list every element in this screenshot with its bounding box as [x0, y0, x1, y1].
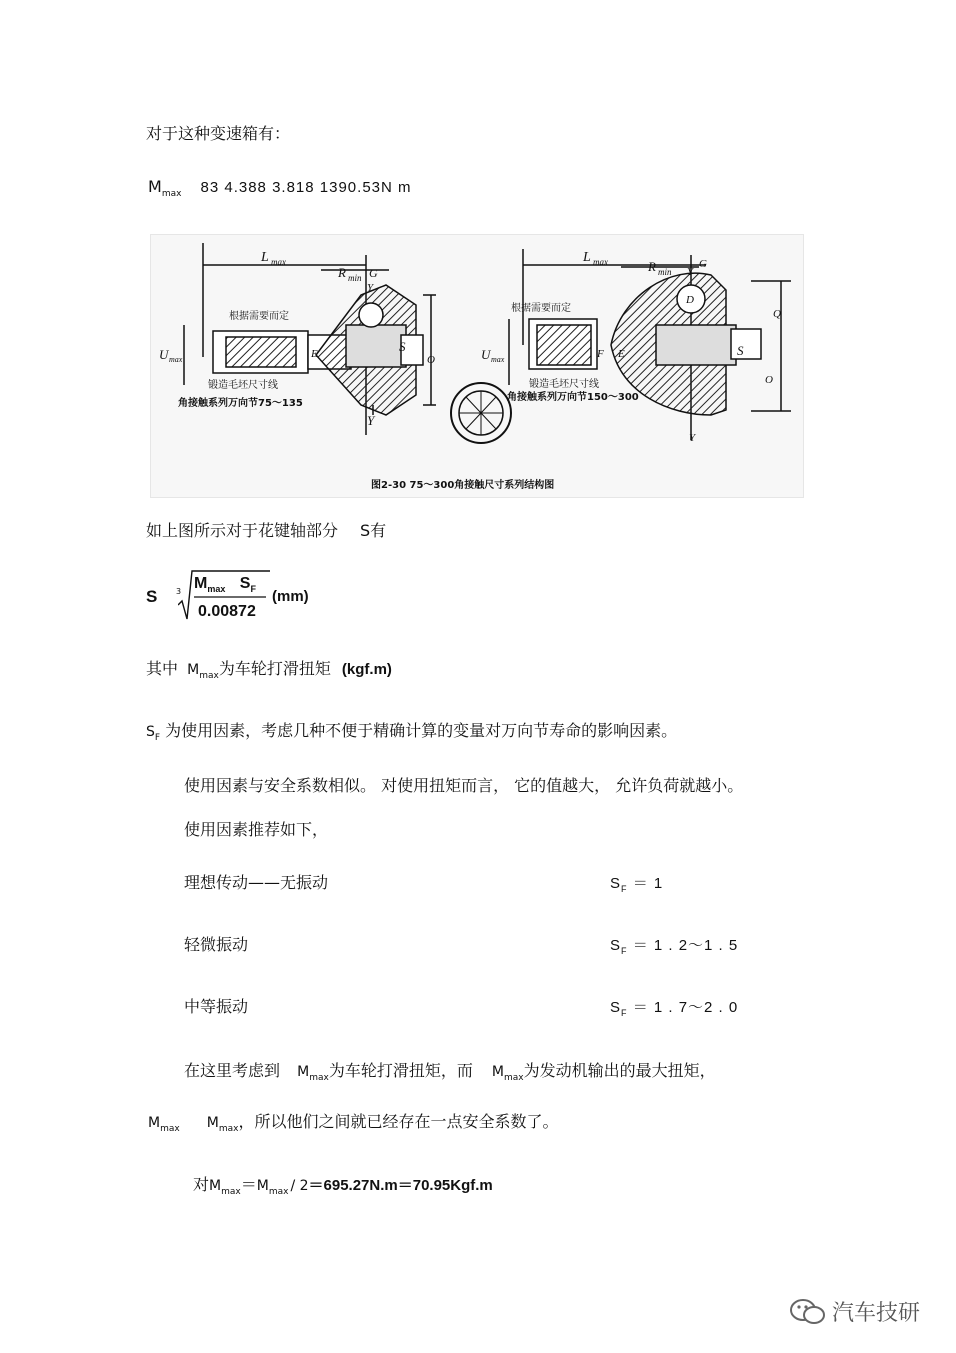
safety-sub2: max: [218, 1124, 239, 1134]
left-e-label: E: [311, 348, 318, 360]
left-g-label: G: [369, 266, 378, 280]
factor-sub-3: F: [621, 1008, 628, 1018]
left-s-label: S: [399, 339, 406, 354]
consider-post: 为发动机输出的最大扭矩，: [523, 1061, 716, 1080]
factor-s-1: S: [610, 875, 622, 892]
factor-value-2: [610, 936, 738, 957]
left-series-label: 角接触系列万向节75～135: [178, 398, 303, 409]
factor-s-2: S: [610, 937, 622, 954]
left-umax-sub: max: [169, 355, 183, 364]
right-lmax-sub: max: [593, 257, 608, 267]
torque-formula: [148, 177, 412, 200]
num-max-sub: max: [207, 584, 226, 594]
sf-text: 为使用因素，考虑几种不便于精确计算的变量对万向节寿命的影响因素。: [165, 721, 678, 740]
right-rmin-sub: min: [658, 267, 672, 277]
result-div: / 2: [290, 1178, 309, 1194]
result-sub2: max: [268, 1187, 289, 1197]
right-e-label: E: [618, 348, 625, 360]
num-sf-sub: F: [250, 584, 256, 594]
right-s-label: S: [737, 343, 744, 358]
sf-s: S: [146, 724, 155, 740]
factor-sub-1: F: [621, 884, 628, 894]
consider-sub2: max: [504, 1073, 524, 1083]
joint-structure-figure: [150, 234, 804, 498]
left-note-1: 根据需要而定: [229, 311, 289, 322]
result-value: ＝695.27N.m＝70.95Kgf.m: [308, 1177, 493, 1194]
left-rmin-sub: min: [348, 273, 362, 283]
result-line: [193, 1175, 493, 1198]
right-f-label: F: [597, 348, 604, 360]
right-o-label: O: [765, 374, 773, 386]
consider-m1: M: [297, 1064, 310, 1080]
formula-unit: (mm): [272, 588, 309, 605]
right-umax-sub: max: [491, 355, 505, 364]
joint-drawing: [151, 235, 803, 497]
where-prefix: 其中: [146, 659, 179, 678]
result-m1: M: [209, 1178, 222, 1194]
result-prefix: 对: [193, 1175, 210, 1194]
right-rmin-label: R: [648, 259, 656, 274]
max-subscript: max: [161, 189, 182, 199]
spline-shaft-s: S有: [360, 521, 387, 540]
where-line: [146, 659, 392, 682]
torque-values: 83 4.388 3.818 1390.53N m: [200, 179, 412, 196]
consider-mid: 为车轮打滑扭矩，而: [328, 1061, 473, 1080]
consider-sub1: max: [309, 1073, 329, 1083]
right-umax-label: U: [481, 347, 491, 362]
left-y-top-label: Y: [367, 282, 374, 294]
factor-label-1: 理想传动——无振动: [184, 873, 329, 892]
consideration-line: [184, 1061, 716, 1084]
factor-label-2: 轻微振动: [184, 935, 249, 954]
left-lmax-label: L: [261, 250, 269, 265]
left-y-bottom-label: Y: [367, 413, 375, 428]
sf-definition: [146, 721, 677, 744]
safety-m1: M: [148, 1115, 161, 1131]
intro-text: 对于这种变速箱有：: [146, 124, 291, 143]
num-m: M: [194, 575, 208, 592]
consider-m2: M: [491, 1064, 505, 1080]
wechat-icon: [788, 1297, 828, 1327]
factor-num-3: ＝ 1 . 7～2 . 0: [632, 999, 739, 1016]
safety-sub1: max: [160, 1124, 180, 1134]
factor-value-1: [610, 874, 663, 895]
watermark-text: 汽车技研: [832, 1301, 921, 1326]
right-y-bottom-label: Y: [689, 432, 696, 444]
safety-post: ，所以他们之间就已经存在一点安全系数了。: [238, 1112, 559, 1131]
safety-m2: M: [206, 1115, 219, 1131]
s-lhs: S: [146, 587, 158, 606]
right-q-label: Q: [773, 308, 781, 320]
figure-caption: 图2-30 75～300角接触尺寸系列结构图: [371, 480, 555, 491]
right-note-2: 锻造毛坯尺寸线: [529, 379, 599, 390]
factor-num-1: ＝ 1: [632, 875, 664, 892]
sf-sub: F: [154, 733, 161, 743]
factor-label-3: 中等振动: [184, 997, 249, 1016]
recommend-line: 使用因素推荐如下，: [184, 820, 329, 839]
numerator: [194, 575, 256, 593]
usage-factor-paragraph: 使用因素与安全系数相似。 对使用扭矩而言， 它的值越大， 允许负荷就越小。: [184, 776, 744, 795]
safety-factor-line: [148, 1112, 559, 1135]
result-eq: ＝: [240, 1175, 257, 1194]
num-s: S: [239, 575, 251, 592]
m-symbol: M: [148, 177, 162, 196]
factor-num-2: ＝ 1 . 2～1 . 5: [632, 937, 739, 954]
right-note-1: 根据需要而定: [511, 303, 571, 314]
where-max-sub: max: [199, 671, 219, 681]
left-lmax-sub: max: [271, 257, 286, 267]
left-rmin-label: R: [338, 265, 346, 280]
where-m: M: [187, 662, 200, 678]
factor-s-3: S: [610, 999, 622, 1016]
left-note-2: 锻造毛坯尺寸线: [208, 380, 278, 391]
right-series-label: 角接触系列万向节150～300: [507, 392, 639, 403]
where-unit: (kgf.m): [341, 661, 392, 678]
right-d-label: D: [686, 294, 694, 306]
right-joint-drawing: [509, 249, 791, 440]
spline-shaft-text: 如上图所示对于花键轴部分: [146, 521, 339, 540]
left-o-label: O: [427, 354, 435, 366]
root-index: 3: [176, 587, 182, 596]
watermark: [788, 1296, 920, 1327]
right-g-label: G: [699, 258, 707, 270]
left-umax-label: U: [159, 347, 169, 362]
denominator: 0.00872: [198, 603, 256, 620]
factor-value-3: [610, 998, 738, 1019]
result-m2: M: [256, 1178, 269, 1194]
factor-sub-2: F: [621, 946, 628, 956]
right-y-top-label: Y: [687, 266, 694, 278]
result-sub1: max: [221, 1187, 241, 1197]
where-text: 为车轮打滑扭矩: [218, 659, 331, 678]
consider-prefix: 在这里考虑到: [184, 1061, 281, 1080]
spline-section-drawing: [451, 383, 511, 443]
right-lmax-label: L: [583, 250, 591, 265]
spline-shaft-line: [146, 521, 386, 541]
